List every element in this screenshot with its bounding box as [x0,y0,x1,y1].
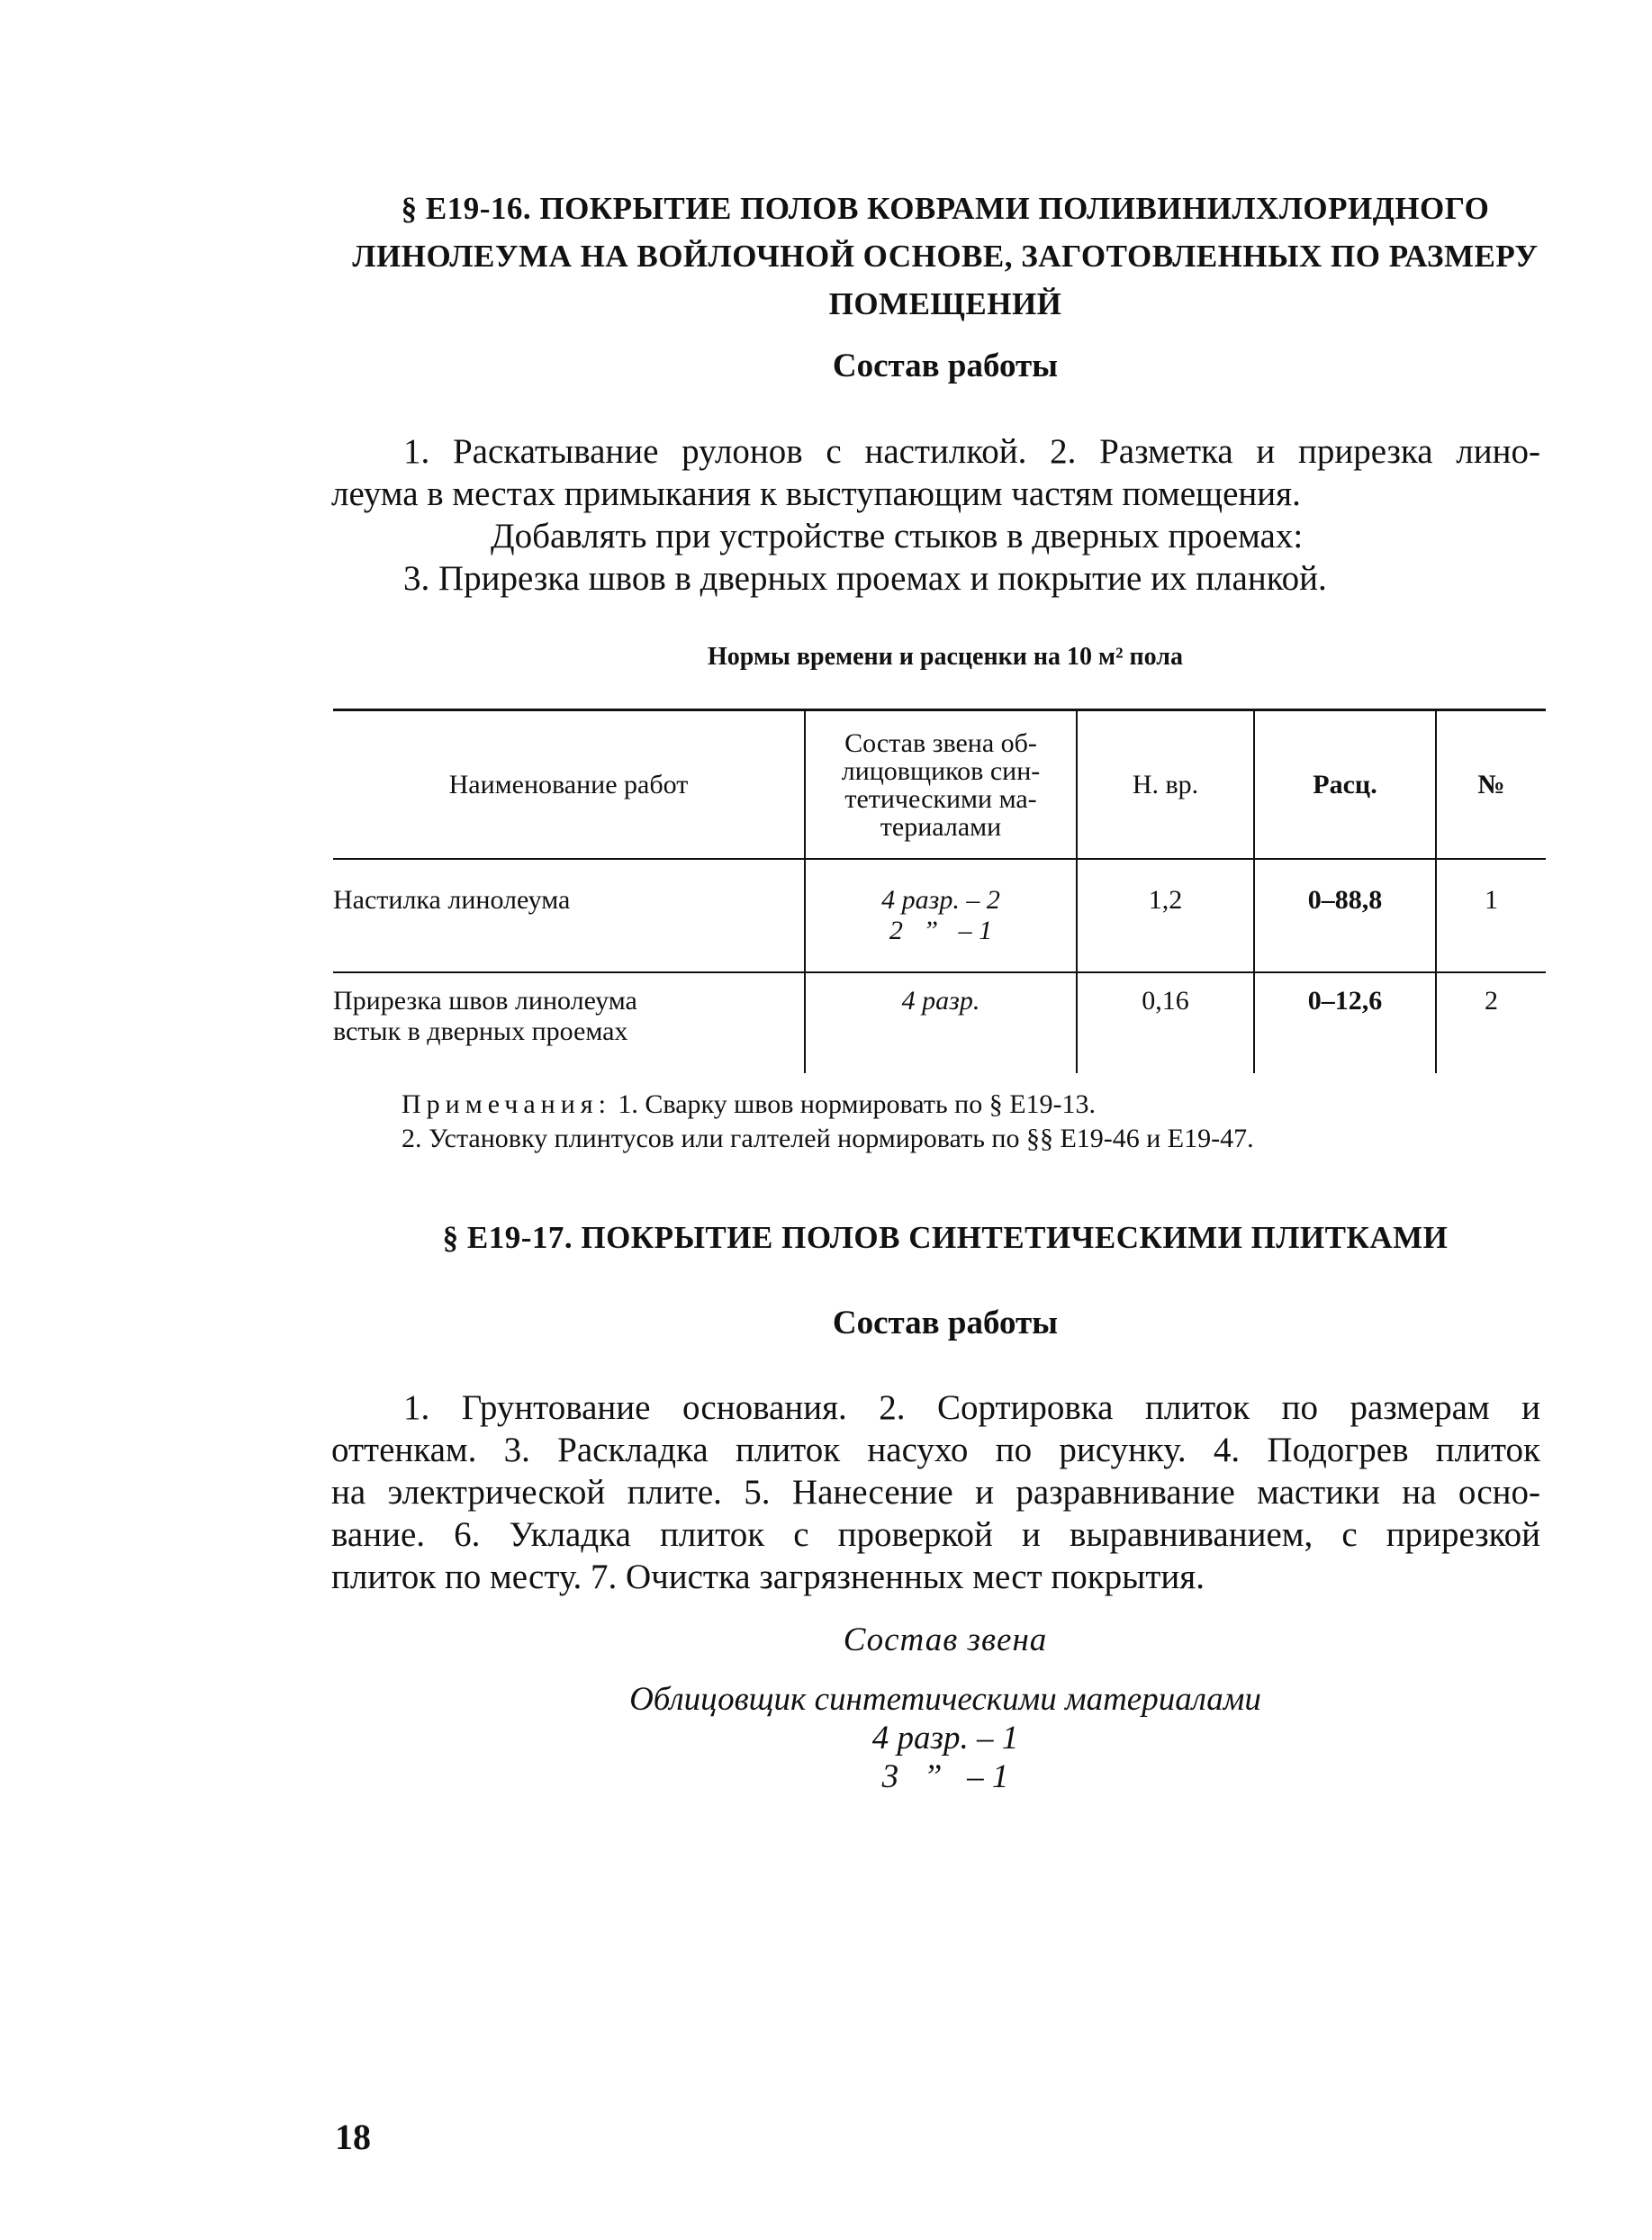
section-1-title-line: ЛИНОЛЕУМА НА ВОЙЛОЧНОЙ ОСНОВЕ, ЗАГОТОВЛЕННЫХ ПО РАЗМЕРУ [352,239,1539,274]
header-crew-line: териалами [880,811,1002,842]
cell-crew-line: 4 разр. – 2 [881,885,1000,915]
work-line: 1. Грунтование основания. 2. Сортировка плиток по размерам и [403,1388,1540,1427]
table-row [333,859,1546,972]
norms-table [333,709,1546,1073]
cell-work-name [333,859,805,972]
table-header-row [333,710,1546,860]
work-line: леума в местах примыкания к выступающим частям помещения. [331,474,1301,513]
page-number: 18 [335,2117,371,2157]
cell-rate: 0–12,6 [1254,972,1436,1073]
table-caption: Нормы времени и расценки на 10 м² пола [708,643,1183,671]
section-2-title: § E19-17. ПОКРЫТИЕ ПОЛОВ СИНТЕТИЧЕСКИМИ ПЛИТКАМИ [442,1220,1449,1255]
cell-work-name-line: Настилка линолеума [333,885,571,915]
cell-crew-line: 4 разр. [901,986,980,1016]
cell-norm-time: 0,16 [1077,972,1254,1073]
header-number: № [1436,710,1546,860]
header-norm-time: Н. вр. [1077,710,1254,860]
section-2-work-heading: Состав работы [832,1305,1059,1341]
section-1-work-heading: Состав работы [832,348,1059,384]
header-rate: Расц. [1254,710,1436,860]
crew-role: Облицовщик синтетическими материалами [629,1681,1261,1718]
work-line: на электрической плите. 5. Нанесение и разравнивание мастики на осно- [331,1473,1540,1512]
work-line: вание. 6. Укладка плиток с проверкой и выравниванием, с прирезкой [331,1515,1540,1554]
section-2-work-text [331,1386,1540,1598]
section-1-title-line: § E19-16. ПОКРЫТИЕ ПОЛОВ КОВРАМИ ПОЛИВИНИЛХЛОРИДНОГО [401,191,1490,226]
cell-number: 1 [1436,859,1546,972]
cell-work-name-line: встык в дверных проемах [333,1016,628,1046]
work-line: 3. Прирезка швов в дверных проемах и покрытие их планкой. [403,559,1327,598]
cell-crew [805,972,1077,1073]
header-work-name: Наименование работ [448,770,689,799]
cell-norm-time: 1,2 [1077,859,1254,972]
cell-number: 2 [1436,972,1546,1073]
section-1-work-text [331,430,1540,600]
crew-line: 3 ” – 1 [881,1758,1009,1795]
section-1-title-line: ПОМЕЩЕНИЙ [828,286,1062,321]
note-line [402,1088,1572,1122]
table-row [333,972,1546,1073]
cell-work-name-line: Прирезка швов линолеума [333,986,637,1016]
work-line: Добавлять при устройстве стыков в дверных проемах: [491,517,1304,555]
cell-crew-line: 2 ” – 1 [889,916,993,945]
work-line: оттенкам. 3. Раскладка плиток насухо по рисунку. 4. Подогрев плиток [331,1431,1540,1469]
crew-composition [324,1621,1566,1796]
notes-label: Примечания: [402,1089,611,1119]
header-crew-line: Состав звена об- [844,727,1037,758]
work-line: плиток по месту. 7. Очистка загрязненных мест покрытия. [331,1558,1205,1596]
header-crew-line: лицовщиков син- [841,755,1041,786]
section-1-title [324,185,1566,328]
table-notes [402,1088,1572,1156]
cell-rate: 0–88,8 [1254,859,1436,972]
crew-line: 4 разр. – 1 [871,1720,1019,1757]
header-crew [805,710,1077,860]
cell-crew [805,859,1077,972]
note-1: 1. Сварку швов нормировать по § E19-13. [618,1089,1097,1119]
header-crew-line: тетическими ма- [844,783,1037,814]
cell-work-name [333,972,805,1073]
work-line: 1. Раскатывание рулонов с настилкой. 2. Разметка и прирезка лино- [403,432,1540,471]
crew-heading: Состав звена [843,1621,1048,1658]
note-2: 2. Установку плинтусов или галтелей нормировать по §§ E19-46 и E19-47. [402,1124,1254,1153]
